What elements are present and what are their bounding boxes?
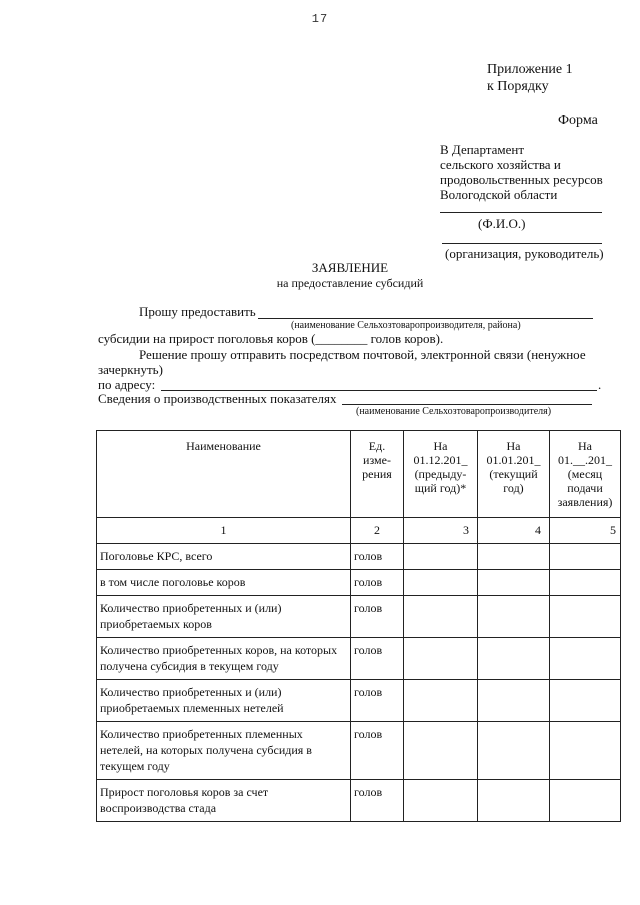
table-row xyxy=(97,780,621,822)
value-cell[interactable] xyxy=(478,638,550,680)
table-row xyxy=(97,680,621,722)
organization-field[interactable] xyxy=(442,243,602,244)
value-cell[interactable] xyxy=(478,680,550,722)
fio-field[interactable] xyxy=(440,212,602,213)
addressee-line-4: Вологодской области xyxy=(440,187,558,202)
value-cell[interactable] xyxy=(478,596,550,638)
header-name: Наименование xyxy=(97,431,351,518)
value-cell[interactable] xyxy=(478,780,550,822)
producer-name-field[interactable] xyxy=(258,318,593,319)
row-name: Прирост поголовья коров за счет воспроизводства стада xyxy=(97,780,351,822)
decision-line-2: зачеркнуть) xyxy=(98,362,163,377)
addressee-line-3: продовольственных ресурсов xyxy=(440,172,603,187)
row-name: Поголовье КРС, всего xyxy=(97,544,351,570)
column-number: 4 xyxy=(478,518,550,544)
value-cell[interactable] xyxy=(404,680,478,722)
organization-caption: (организация, руководитель) xyxy=(445,246,604,261)
request-text: Прошу предоставить xyxy=(139,304,256,319)
row-name: Количество приобретенных и (или) приобретаемых племенных нетелей xyxy=(97,680,351,722)
header-prev-year: На 01.12.201_ (предыду- щий год)* xyxy=(404,431,478,518)
value-cell[interactable] xyxy=(404,722,478,780)
appendix-line-2: к Порядку xyxy=(487,79,549,94)
row-unit: голов xyxy=(351,722,404,780)
row-unit: голов xyxy=(351,570,404,596)
fio-caption: (Ф.И.О.) xyxy=(478,216,526,231)
page-number: 17 xyxy=(311,12,329,26)
table-header-row xyxy=(97,431,621,518)
column-number: 1 xyxy=(97,518,351,544)
row-name: Количество приобретенных коров, на которых получена субсидия в текущем году xyxy=(97,638,351,680)
document-subtitle: на предоставление субсидий xyxy=(276,276,424,290)
producer-caption: (наименование Сельхозтоваропроизводителя, района) xyxy=(291,320,521,331)
column-number: 3 xyxy=(404,518,478,544)
row-unit: голов xyxy=(351,596,404,638)
indicators-table xyxy=(96,430,621,822)
row-unit: голов xyxy=(351,780,404,822)
addressee-line-1: В Департамент xyxy=(440,142,525,157)
column-number: 2 xyxy=(351,518,404,544)
column-number: 5 xyxy=(550,518,621,544)
address-end: . xyxy=(598,377,602,392)
row-name: Количество приобретенных и (или) приобретаемых коров xyxy=(97,596,351,638)
table-row xyxy=(97,596,621,638)
row-unit: голов xyxy=(351,544,404,570)
table-row xyxy=(97,722,621,780)
value-cell[interactable] xyxy=(404,596,478,638)
header-unit: Ед. изме- рения xyxy=(351,431,404,518)
value-cell[interactable] xyxy=(550,544,621,570)
info-text: Сведения о производственных показателях xyxy=(98,391,337,406)
appendix-line-1: Приложение 1 xyxy=(487,62,573,77)
table-row xyxy=(97,544,621,570)
value-cell[interactable] xyxy=(478,722,550,780)
row-unit: голов xyxy=(351,638,404,680)
value-cell[interactable] xyxy=(550,570,621,596)
addressee-line-2: сельского хозяйства и xyxy=(440,157,561,172)
row-name: в том числе поголовье коров xyxy=(97,570,351,596)
table-row xyxy=(97,570,621,596)
value-cell[interactable] xyxy=(404,570,478,596)
value-cell[interactable] xyxy=(404,638,478,680)
header-current-year: На 01.01.201_ (текущий год) xyxy=(478,431,550,518)
column-number-row xyxy=(97,518,621,544)
row-name: Количество приобретенных племенных нетелей, на которых получена субсидия в текущем году xyxy=(97,722,351,780)
document-title: ЗАЯВЛЕНИЕ xyxy=(311,260,389,275)
decision-line-1: Решение прошу отправить посредством почтовой, электронной связи (ненужное xyxy=(139,347,586,362)
value-cell[interactable] xyxy=(550,780,621,822)
value-cell[interactable] xyxy=(478,544,550,570)
value-cell[interactable] xyxy=(404,544,478,570)
address-label: по адресу: xyxy=(98,377,156,392)
value-cell[interactable] xyxy=(550,596,621,638)
value-cell[interactable] xyxy=(550,722,621,780)
subsidy-text: субсидии на прирост поголовья коров (________ голов коров). xyxy=(98,331,444,346)
value-cell[interactable] xyxy=(478,570,550,596)
producer-info-caption: (наименование Сельхозтоваропроизводителя) xyxy=(356,406,552,417)
value-cell[interactable] xyxy=(550,638,621,680)
header-application-month: На 01.__.201_ (месяц подачи заявления) xyxy=(550,431,621,518)
producer-info-field[interactable] xyxy=(342,404,592,405)
value-cell[interactable] xyxy=(404,780,478,822)
value-cell[interactable] xyxy=(550,680,621,722)
form-label: Форма xyxy=(558,113,598,128)
row-unit: голов xyxy=(351,680,404,722)
table-row xyxy=(97,638,621,680)
